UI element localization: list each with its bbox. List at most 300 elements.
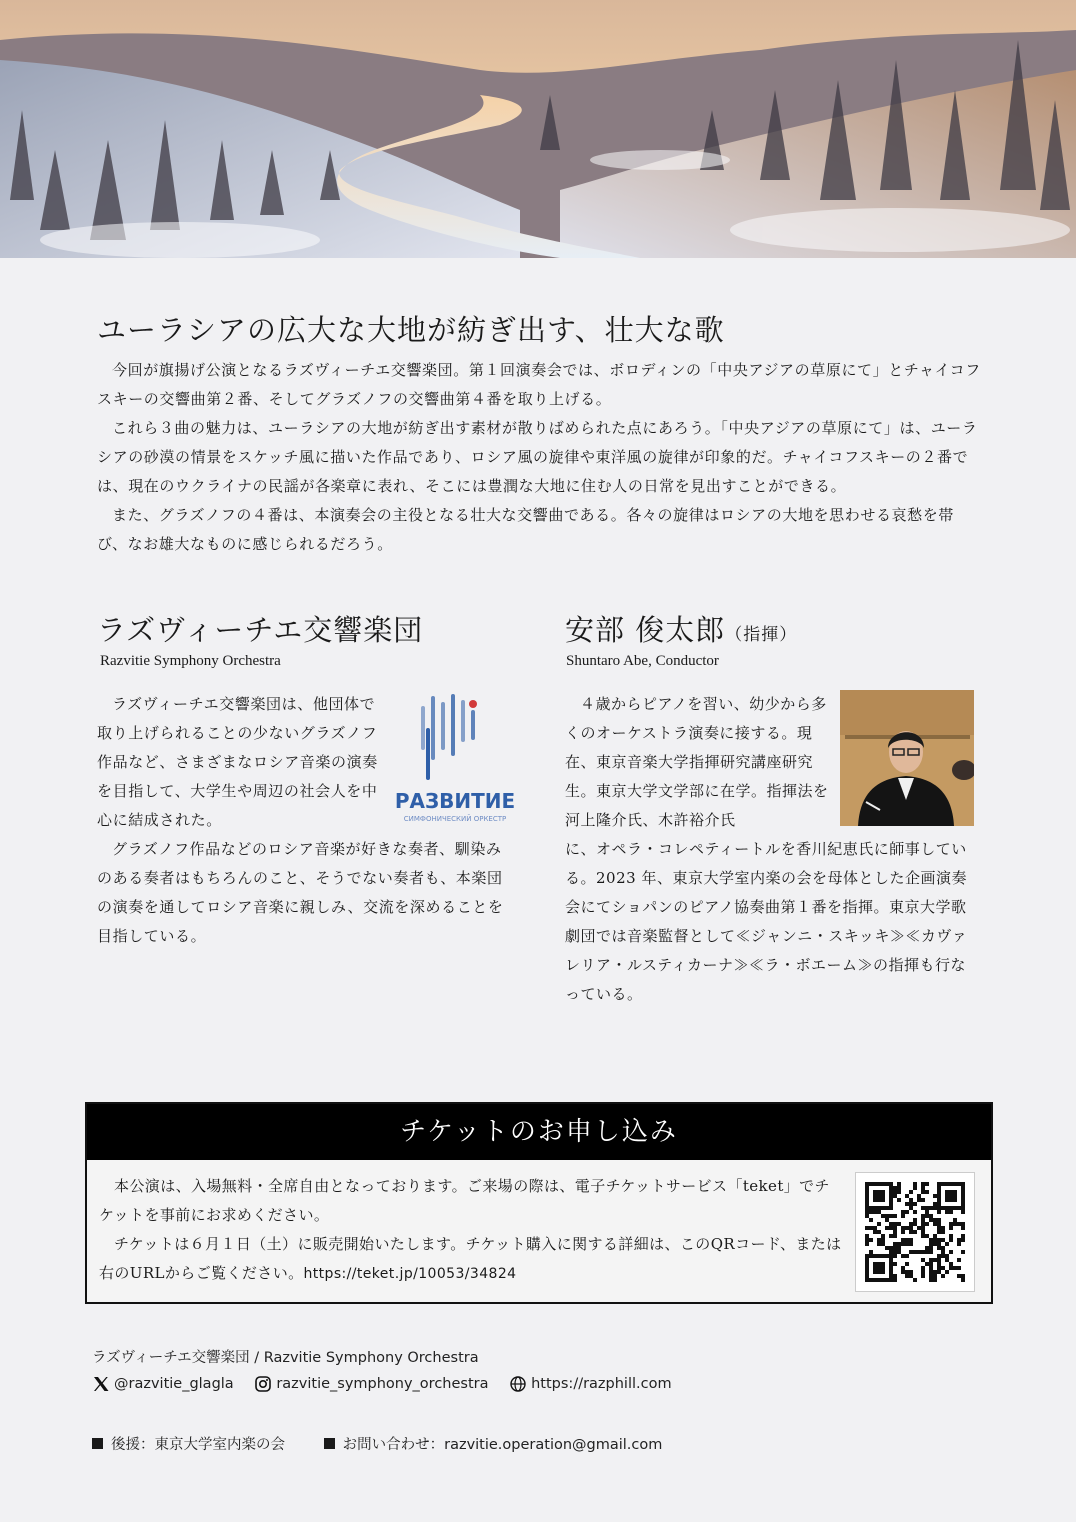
website-url: https://razphill.com — [531, 1376, 672, 1392]
qr-module — [945, 1254, 949, 1258]
qr-module — [921, 1214, 925, 1218]
qr-module — [889, 1278, 893, 1282]
qr-module — [897, 1198, 901, 1202]
qr-module — [865, 1186, 869, 1190]
qr-module — [945, 1198, 949, 1202]
conductor-name: 安部 俊太郎 — [565, 613, 726, 647]
qr-module — [961, 1186, 965, 1190]
qr-module — [961, 1190, 965, 1194]
qr-module — [869, 1218, 873, 1222]
qr-module — [865, 1262, 869, 1266]
qr-module — [925, 1234, 929, 1238]
qr-module — [881, 1242, 885, 1246]
qr-module — [873, 1194, 877, 1198]
qr-module — [937, 1258, 941, 1262]
qr-module — [909, 1238, 913, 1242]
qr-module — [921, 1234, 925, 1238]
qr-module — [909, 1242, 913, 1246]
qr-module — [881, 1194, 885, 1198]
qr-module — [889, 1266, 893, 1270]
qr-module — [917, 1250, 921, 1254]
qr-module — [893, 1246, 897, 1250]
qr-module — [929, 1262, 933, 1266]
footer-org: ラズヴィーチエ交響楽団 / Razvitie Symphony Orchestra — [92, 1350, 479, 1366]
ticket-paragraph-text: チケットは６月１日（土）に販売開始いたします。チケット購入に関する詳細は、このQRコード、または右のURLからご覧ください。 — [99, 1235, 842, 1282]
qr-module — [897, 1190, 901, 1194]
qr-module — [881, 1238, 885, 1242]
qr-module — [893, 1190, 897, 1194]
qr-module — [865, 1190, 869, 1194]
qr-module — [937, 1190, 941, 1194]
qr-module — [953, 1222, 957, 1226]
qr-module — [865, 1202, 869, 1206]
qr-module — [909, 1198, 913, 1202]
support-text: 後援：東京大学室内楽の会 — [111, 1437, 285, 1453]
qr-module — [893, 1250, 897, 1254]
qr-module — [929, 1278, 933, 1282]
qr-module — [945, 1190, 949, 1194]
qr-module — [937, 1242, 941, 1246]
qr-module — [893, 1194, 897, 1198]
qr-module — [877, 1230, 881, 1234]
qr-module — [893, 1230, 897, 1234]
qr-module — [873, 1254, 877, 1258]
qr-module — [913, 1230, 917, 1234]
qr-module — [865, 1278, 869, 1282]
qr-module — [961, 1234, 965, 1238]
qr-module — [909, 1190, 913, 1194]
qr-module — [877, 1254, 881, 1258]
qr-module — [941, 1250, 945, 1254]
qr-module — [921, 1258, 925, 1262]
qr-module — [949, 1250, 953, 1254]
qr-module — [961, 1226, 965, 1230]
qr-module — [957, 1274, 961, 1278]
qr-module — [889, 1226, 893, 1230]
qr-module — [921, 1226, 925, 1230]
qr-module — [909, 1202, 913, 1206]
qr-module — [941, 1274, 945, 1278]
qr-module — [953, 1182, 957, 1186]
qr-module — [949, 1194, 953, 1198]
intro-paragraph: 今回が旗揚げ公演となるラズヴィーチエ交響楽団。第１回演奏会では、ボロディンの「中央アジアの草原にて」とチャイコフスキーの交響曲第２番、そしてグラズノフの交響曲第４番を取り上げる。 — [97, 361, 981, 408]
qr-module — [885, 1226, 889, 1230]
qr-module — [933, 1242, 937, 1246]
qr-module — [937, 1210, 941, 1214]
qr-module — [889, 1262, 893, 1266]
qr-module — [889, 1182, 893, 1186]
conductor-portrait-image — [840, 690, 974, 826]
qr-module — [905, 1254, 909, 1258]
qr-module — [873, 1210, 877, 1214]
qr-module — [865, 1182, 869, 1186]
qr-module — [953, 1266, 957, 1270]
qr-module — [933, 1238, 937, 1242]
qr-module — [949, 1198, 953, 1202]
qr-module — [961, 1206, 965, 1210]
qr-module — [909, 1270, 913, 1274]
qr-module — [901, 1214, 905, 1218]
qr-module — [961, 1182, 965, 1186]
qr-module — [901, 1238, 905, 1242]
qr-module — [933, 1202, 937, 1206]
qr-code-icon — [856, 1173, 974, 1291]
qr-module — [901, 1266, 905, 1270]
ticket-heading: チケットのお申し込み — [87, 1104, 991, 1160]
qr-module — [865, 1242, 869, 1246]
qr-code[interactable] — [855, 1172, 975, 1292]
conductor-role: （指揮） — [725, 625, 798, 645]
qr-module — [897, 1242, 901, 1246]
qr-module — [881, 1182, 885, 1186]
qr-module — [901, 1230, 905, 1234]
conductor-photo — [840, 690, 974, 826]
conductor-paragraph: ４歳からピアノを習い、幼少から多くのオーケストラ演奏に接する。現在、東京音楽大学指揮研究講座研究生。東京大学文学部に在学。指揮法を河上隆介氏、木許裕介氏 — [565, 695, 829, 829]
intro-title: ユーラシアの広大な大地が紡ぎ出す、壮大な歌 — [97, 313, 725, 347]
qr-module — [933, 1274, 937, 1278]
x-logo-icon — [92, 1375, 110, 1393]
ticket-paragraph — [99, 1230, 844, 1289]
qr-module — [941, 1230, 945, 1234]
qr-module — [877, 1242, 881, 1246]
qr-module — [917, 1226, 921, 1230]
qr-module — [949, 1262, 953, 1266]
qr-module — [933, 1206, 937, 1210]
qr-module — [865, 1206, 869, 1210]
qr-module — [869, 1254, 873, 1258]
qr-module — [877, 1222, 881, 1226]
qr-module — [925, 1246, 929, 1250]
qr-module — [877, 1194, 881, 1198]
qr-module — [929, 1206, 933, 1210]
qr-module — [953, 1206, 957, 1210]
qr-module — [901, 1226, 905, 1230]
qr-module — [869, 1250, 873, 1254]
orchestra-paragraph: グラズノフ作品などのロシア音楽が好きな奏者、馴染みのある奏者はもちろんのこと、そうでない奏者も、本楽団の演奏を通してロシア音楽に親しみ、交流を深めることを目指している。 — [97, 840, 504, 945]
qr-module — [893, 1186, 897, 1190]
qr-module — [953, 1190, 957, 1194]
qr-module — [937, 1218, 941, 1222]
winter-landscape-illustration — [0, 0, 1076, 258]
qr-module — [933, 1194, 937, 1198]
orchestra-logo — [385, 690, 525, 825]
instagram-link[interactable] — [254, 1375, 488, 1393]
qr-module — [905, 1194, 909, 1198]
qr-module — [865, 1226, 869, 1230]
razvitie-logo-icon — [385, 690, 525, 825]
qr-module — [937, 1194, 941, 1198]
qr-module — [901, 1242, 905, 1246]
logo-subtitle: СИМФОНИЧЕСКИЙ ОРКЕСТР — [403, 815, 507, 823]
qr-module — [865, 1270, 869, 1274]
qr-module — [889, 1214, 893, 1218]
qr-module — [937, 1238, 941, 1242]
qr-module — [937, 1246, 941, 1250]
qr-module — [949, 1226, 953, 1230]
qr-module — [909, 1226, 913, 1230]
qr-module — [865, 1238, 869, 1242]
conductor-subtitle: Shuntaro Abe, Conductor — [566, 653, 719, 669]
ticket-paragraph: 本公演は、入場無料・全席自由となっております。ご来場の際は、電子チケットサービス「teket」でチケットを事前にお求めください。 — [99, 1177, 830, 1224]
qr-module — [925, 1190, 929, 1194]
qr-module — [937, 1222, 941, 1226]
qr-module — [945, 1182, 949, 1186]
qr-module — [957, 1238, 961, 1242]
qr-module — [929, 1266, 933, 1270]
qr-module — [893, 1274, 897, 1278]
instagram-handle: razvitie_symphony_orchestra — [276, 1376, 489, 1392]
support-info — [92, 1433, 285, 1454]
qr-module — [889, 1246, 893, 1250]
qr-module — [953, 1194, 957, 1198]
intro-paragraph: また、グラズノフの４番は、本演奏会の主役となる壮大な交響曲である。各々の旋律はロシアの大地を思わせる哀愁を帯び、なお雄大なものに感じられるだろう。 — [97, 506, 954, 553]
qr-module — [873, 1270, 877, 1274]
qr-module — [889, 1194, 893, 1198]
website-link[interactable] — [509, 1375, 672, 1393]
qr-module — [909, 1206, 913, 1210]
qr-module — [865, 1198, 869, 1202]
qr-module — [865, 1210, 869, 1214]
qr-module — [949, 1266, 953, 1270]
qr-module — [925, 1250, 929, 1254]
qr-module — [917, 1194, 921, 1198]
qr-module — [889, 1250, 893, 1254]
qr-module — [873, 1226, 877, 1230]
qr-module — [901, 1270, 905, 1274]
qr-module — [881, 1190, 885, 1194]
hero-image — [0, 0, 1076, 258]
qr-module — [937, 1206, 941, 1210]
qr-module — [953, 1198, 957, 1202]
qr-module — [881, 1262, 885, 1266]
qr-module — [921, 1206, 925, 1210]
qr-module — [885, 1254, 889, 1258]
x-link[interactable] — [92, 1375, 234, 1393]
qr-module — [925, 1206, 929, 1210]
qr-module — [909, 1230, 913, 1234]
qr-module — [961, 1198, 965, 1202]
qr-module — [905, 1270, 909, 1274]
qr-module — [897, 1246, 901, 1250]
qr-module — [945, 1194, 949, 1198]
conductor-paragraph-cont: に、オペラ・コレペティートルを香川紀恵氏に師事している。2023 年、東京大学室内楽の会を母体とした企画演奏会にてショパンのピアノ協奏曲第１番を指揮。東京大学歌劇団では音楽監督として≪ジャンニ・スキッキ≫≪カヴァレリア・ルスティカーナ≫≪ラ・ボエーム≫の指揮も行なっている。 — [565, 840, 968, 1003]
qr-module — [905, 1202, 909, 1206]
square-bullet-icon — [324, 1438, 335, 1449]
qr-module — [949, 1206, 953, 1210]
qr-module — [893, 1214, 897, 1218]
qr-module — [941, 1206, 945, 1210]
qr-module — [889, 1198, 893, 1202]
ticket-section — [85, 1102, 993, 1304]
qr-module — [865, 1194, 869, 1198]
qr-module — [881, 1198, 885, 1202]
qr-module — [877, 1238, 881, 1242]
qr-module — [937, 1186, 941, 1190]
qr-module — [897, 1250, 901, 1254]
qr-module — [865, 1274, 869, 1278]
qr-module — [929, 1214, 933, 1218]
qr-module — [933, 1234, 937, 1238]
qr-module — [881, 1278, 885, 1282]
qr-module — [921, 1182, 925, 1186]
qr-module — [945, 1270, 949, 1274]
qr-module — [897, 1222, 901, 1226]
qr-module — [921, 1186, 925, 1190]
qr-module — [869, 1182, 873, 1186]
qr-module — [957, 1222, 961, 1226]
qr-module — [957, 1258, 961, 1262]
qr-module — [925, 1262, 929, 1266]
qr-module — [921, 1190, 925, 1194]
qr-module — [925, 1210, 929, 1214]
qr-module — [881, 1270, 885, 1274]
qr-module — [929, 1250, 933, 1254]
orchestra-subtitle: Razvitie Symphony Orchestra — [100, 653, 281, 669]
qr-module — [893, 1254, 897, 1258]
qr-module — [937, 1226, 941, 1230]
qr-module — [941, 1238, 945, 1242]
qr-module — [961, 1202, 965, 1206]
qr-module — [897, 1186, 901, 1190]
qr-module — [889, 1254, 893, 1258]
qr-module — [889, 1186, 893, 1190]
qr-module — [865, 1254, 869, 1258]
qr-module — [913, 1202, 917, 1206]
qr-module — [921, 1218, 925, 1222]
qr-module — [905, 1238, 909, 1242]
qr-module — [877, 1190, 881, 1194]
qr-module — [957, 1182, 961, 1186]
qr-module — [933, 1270, 937, 1274]
qr-module — [905, 1226, 909, 1230]
qr-module — [865, 1214, 869, 1218]
qr-module — [893, 1242, 897, 1246]
qr-module — [869, 1210, 873, 1214]
intro-body — [97, 356, 981, 559]
qr-module — [933, 1222, 937, 1226]
qr-module — [929, 1274, 933, 1278]
qr-module — [937, 1198, 941, 1202]
qr-module — [937, 1266, 941, 1270]
qr-module — [937, 1230, 941, 1234]
qr-module — [897, 1182, 901, 1186]
orchestra-title: ラズヴィーチエ交響楽団 — [97, 613, 424, 647]
qr-module — [905, 1242, 909, 1246]
qr-module — [949, 1234, 953, 1238]
qr-module — [957, 1266, 961, 1270]
qr-module — [877, 1210, 881, 1214]
qr-module — [949, 1222, 953, 1226]
qr-module — [889, 1222, 893, 1226]
qr-module — [953, 1218, 957, 1222]
conductor-heading — [565, 608, 797, 649]
qr-module — [961, 1194, 965, 1198]
qr-module — [869, 1206, 873, 1210]
qr-module — [873, 1190, 877, 1194]
qr-module — [913, 1250, 917, 1254]
footer-social — [92, 1375, 688, 1397]
qr-module — [901, 1210, 905, 1214]
qr-module — [921, 1270, 925, 1274]
qr-module — [957, 1206, 961, 1210]
qr-module — [881, 1206, 885, 1210]
qr-module — [913, 1278, 917, 1282]
qr-module — [881, 1254, 885, 1258]
qr-module — [873, 1266, 877, 1270]
qr-module — [881, 1234, 885, 1238]
qr-module — [873, 1198, 877, 1202]
qr-module — [877, 1206, 881, 1210]
qr-module — [877, 1270, 881, 1274]
qr-module — [961, 1222, 965, 1226]
qr-module — [905, 1262, 909, 1266]
qr-module — [921, 1274, 925, 1278]
qr-module — [929, 1238, 933, 1242]
qr-module — [929, 1246, 933, 1250]
qr-module — [961, 1274, 965, 1278]
qr-module — [889, 1274, 893, 1278]
qr-module — [877, 1262, 881, 1266]
qr-module — [893, 1262, 897, 1266]
qr-module — [957, 1242, 961, 1246]
qr-module — [885, 1246, 889, 1250]
qr-module — [937, 1262, 941, 1266]
qr-module — [921, 1266, 925, 1270]
globe-icon — [509, 1375, 527, 1393]
qr-module — [909, 1222, 913, 1226]
qr-module — [945, 1258, 949, 1262]
qr-module — [909, 1250, 913, 1254]
ticket-body — [99, 1172, 844, 1289]
qr-module — [889, 1202, 893, 1206]
qr-module — [949, 1190, 953, 1194]
qr-module — [929, 1242, 933, 1246]
qr-module — [869, 1226, 873, 1230]
qr-module — [929, 1218, 933, 1222]
qr-module — [913, 1186, 917, 1190]
qr-module — [909, 1274, 913, 1278]
qr-module — [869, 1238, 873, 1242]
qr-module — [945, 1210, 949, 1214]
qr-module — [921, 1198, 925, 1202]
qr-module — [881, 1266, 885, 1270]
contact-text[interactable]: お問い合わせ：razvitie.operation@gmail.com — [342, 1437, 663, 1453]
qr-module — [961, 1238, 965, 1242]
qr-module — [949, 1210, 953, 1214]
qr-module — [913, 1182, 917, 1186]
qr-module — [893, 1234, 897, 1238]
qr-module — [889, 1234, 893, 1238]
qr-module — [941, 1182, 945, 1186]
footer-contact-row — [92, 1433, 678, 1454]
qr-module — [929, 1270, 933, 1274]
qr-module — [873, 1278, 877, 1282]
qr-module — [933, 1258, 937, 1262]
qr-module — [889, 1258, 893, 1262]
qr-module — [877, 1266, 881, 1270]
qr-module — [885, 1278, 889, 1282]
instagram-icon — [254, 1375, 272, 1393]
contact-info — [324, 1433, 663, 1454]
qr-module — [937, 1270, 941, 1274]
qr-module — [885, 1206, 889, 1210]
qr-module — [865, 1234, 869, 1238]
qr-module — [893, 1222, 897, 1226]
qr-module — [937, 1182, 941, 1186]
ticket-url-link[interactable]: https://teket.jp/10053/34824 — [303, 1266, 517, 1282]
qr-module — [925, 1182, 929, 1186]
qr-module — [905, 1274, 909, 1278]
